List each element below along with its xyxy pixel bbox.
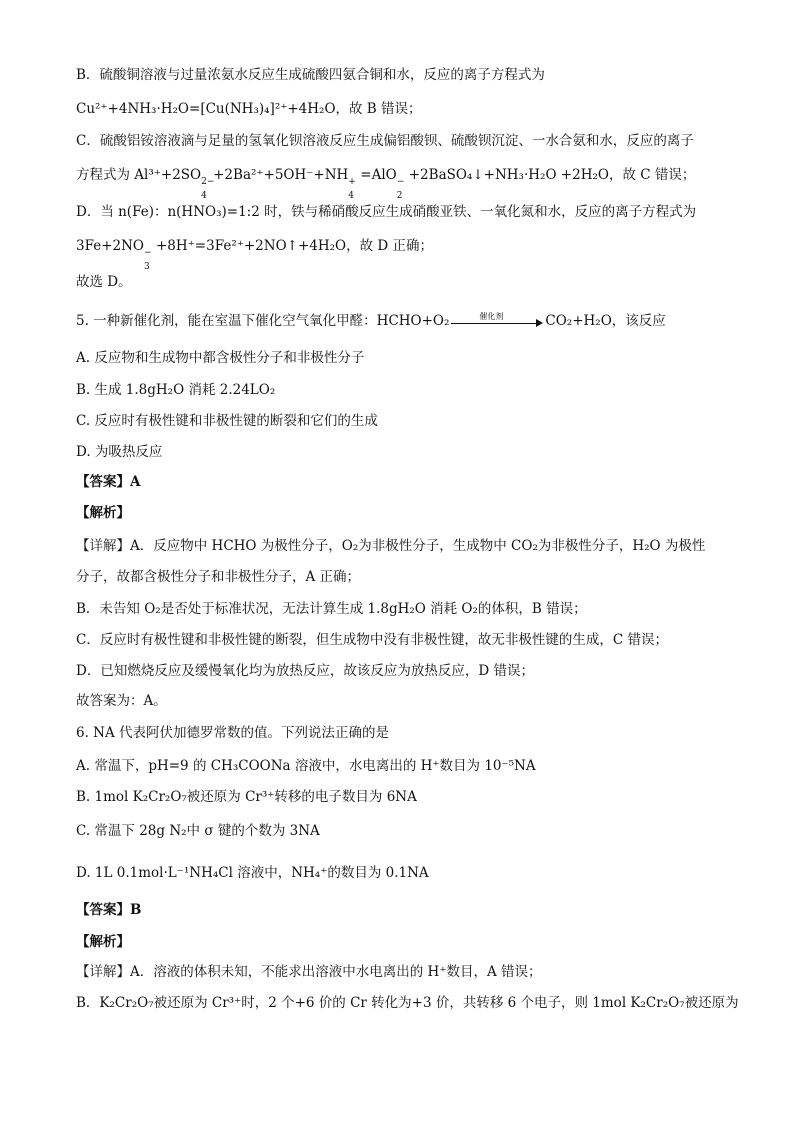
text-line: 故选 D。 <box>76 274 132 290</box>
option-a: A. 常温下，pH=9 的 CH₃COONa 溶液中，水电离出的 H⁺数目为 10⁻⁵NA <box>76 758 536 774</box>
answer-label: 【答案】A <box>76 474 141 490</box>
text-line: C．硫酸铝铵溶液滴与足量的氢氧化钡溶液反应生成偏铝酸钡、硫酸钡沉淀、一水合氨和水，反应的离子 <box>76 133 694 149</box>
ion-subscript: 4 <box>348 191 355 201</box>
ion-charge: 2− <box>201 177 215 187</box>
ion-subscript: 3 <box>144 262 150 272</box>
equation-segment: +2BaSO₄↓+NH₃·H₂O +2H₂O，故 C 错误； <box>408 167 696 183</box>
ion-charge: + <box>348 177 356 187</box>
question-stem <box>76 312 726 330</box>
equation-line: Cu²⁺+4NH₃·H₂O=[Cu(NH₃)₄]²⁺+4H₂O，故 B 错误； <box>76 101 422 117</box>
answer-label: 【答案】B <box>76 902 142 918</box>
question-text: CO₂+H₂O，该反应 <box>545 313 666 329</box>
question-text: 5. 一种新催化剂，能在室温下催化空气氧化甲醛：HCHO+O₂ <box>76 313 450 329</box>
ion-subscript: 2 <box>396 191 403 201</box>
catalyst-label: 催化剂 <box>479 311 504 321</box>
text-line: 分子，故都含极性分子和非极性分子，A 正确； <box>76 569 361 585</box>
option-d: D. 为吸热反应 <box>76 444 163 460</box>
text-line: 故答案为：A。 <box>76 693 167 709</box>
equation-line <box>76 166 726 201</box>
option-d: D. 1L 0.1mol·L⁻¹NH₄Cl 溶液中，NH₄⁺的数目为 0.1NA <box>76 865 429 881</box>
equation-segment: +8H⁺=3Fe²⁺+2NO↑+4H₂O，故 D 正确； <box>156 238 434 254</box>
analysis-label: 【解析】 <box>76 934 130 950</box>
equation-segment: 方程式为 Al³⁺+2SO <box>76 167 202 183</box>
option-b: B. 1mol K₂Cr₂O₇被还原为 Cr³⁺转移的电子数目为 6NA <box>76 789 417 805</box>
equation-segment: 3Fe+2NO <box>76 238 144 254</box>
text-line: B．K₂Cr₂O₇被还原为 Cr³⁺时，2 个+6 价的 Cr 转化为+3 价，共转移 6 个电子，则 1mol K₂Cr₂O₇被还原为 <box>76 995 739 1011</box>
equation-line <box>76 237 726 272</box>
text-line: C．反应时有极性键和非极性键的断裂，但生成物中没有非极性键，故无非极性键的生成，C 错误； <box>76 632 668 648</box>
text-line: 【详解】A．溶液的体积未知，不能求出溶液中水电离出的 H⁺数目，A 错误； <box>76 964 542 980</box>
text-line: D．当 n(Fe)：n(HNO₃)=1:2 时，铁与稀硝酸反应生成硝酸亚铁、一氧化氮和水，反应的离子方程式为 <box>76 204 697 220</box>
text-line: 【详解】A．反应物中 HCHO 为极性分子，O₂为非极性分子，生成物中 CO₂为非极性分子，H₂O 为极性 <box>76 538 706 554</box>
equation-segment: +2Ba²⁺+5OH⁻+NH <box>213 167 349 183</box>
ion-charge: − <box>396 177 405 187</box>
option-c: C. 反应时有极性键和非极性键的断裂和它们的生成 <box>76 413 378 429</box>
option-b: B. 生成 1.8gH₂O 消耗 2.24LO₂ <box>76 382 276 398</box>
option-c: C. 常温下 28g N₂中 σ 键的个数为 3NA <box>76 823 320 839</box>
option-a: A. 反应物和生成物中都含极性分子和非极性分子 <box>76 350 365 366</box>
equation-segment: =AlO <box>360 167 397 183</box>
text-line: D．已知燃烧反应及缓慢氧化均为放热反应，故该反应为放热反应，D 错误； <box>76 663 534 679</box>
text-line: B．硫酸铜溶液与过量浓氨水反应生成硫酸四氨合铜和水，反应的离子方程式为 <box>76 67 545 83</box>
reaction-arrow-icon <box>451 311 543 327</box>
analysis-label: 【解析】 <box>76 505 130 521</box>
text-line: B．未告知 O₂是否处于标准状况，无法计算生成 1.8gH₂O 消耗 O₂的体积，B 错误； <box>76 601 587 617</box>
ion-charge: − <box>144 248 152 258</box>
question-stem: 6. NA 代表阿伏加德罗常数的值。下列说法正确的是 <box>76 725 390 741</box>
ion-subscript: 4 <box>201 191 207 201</box>
